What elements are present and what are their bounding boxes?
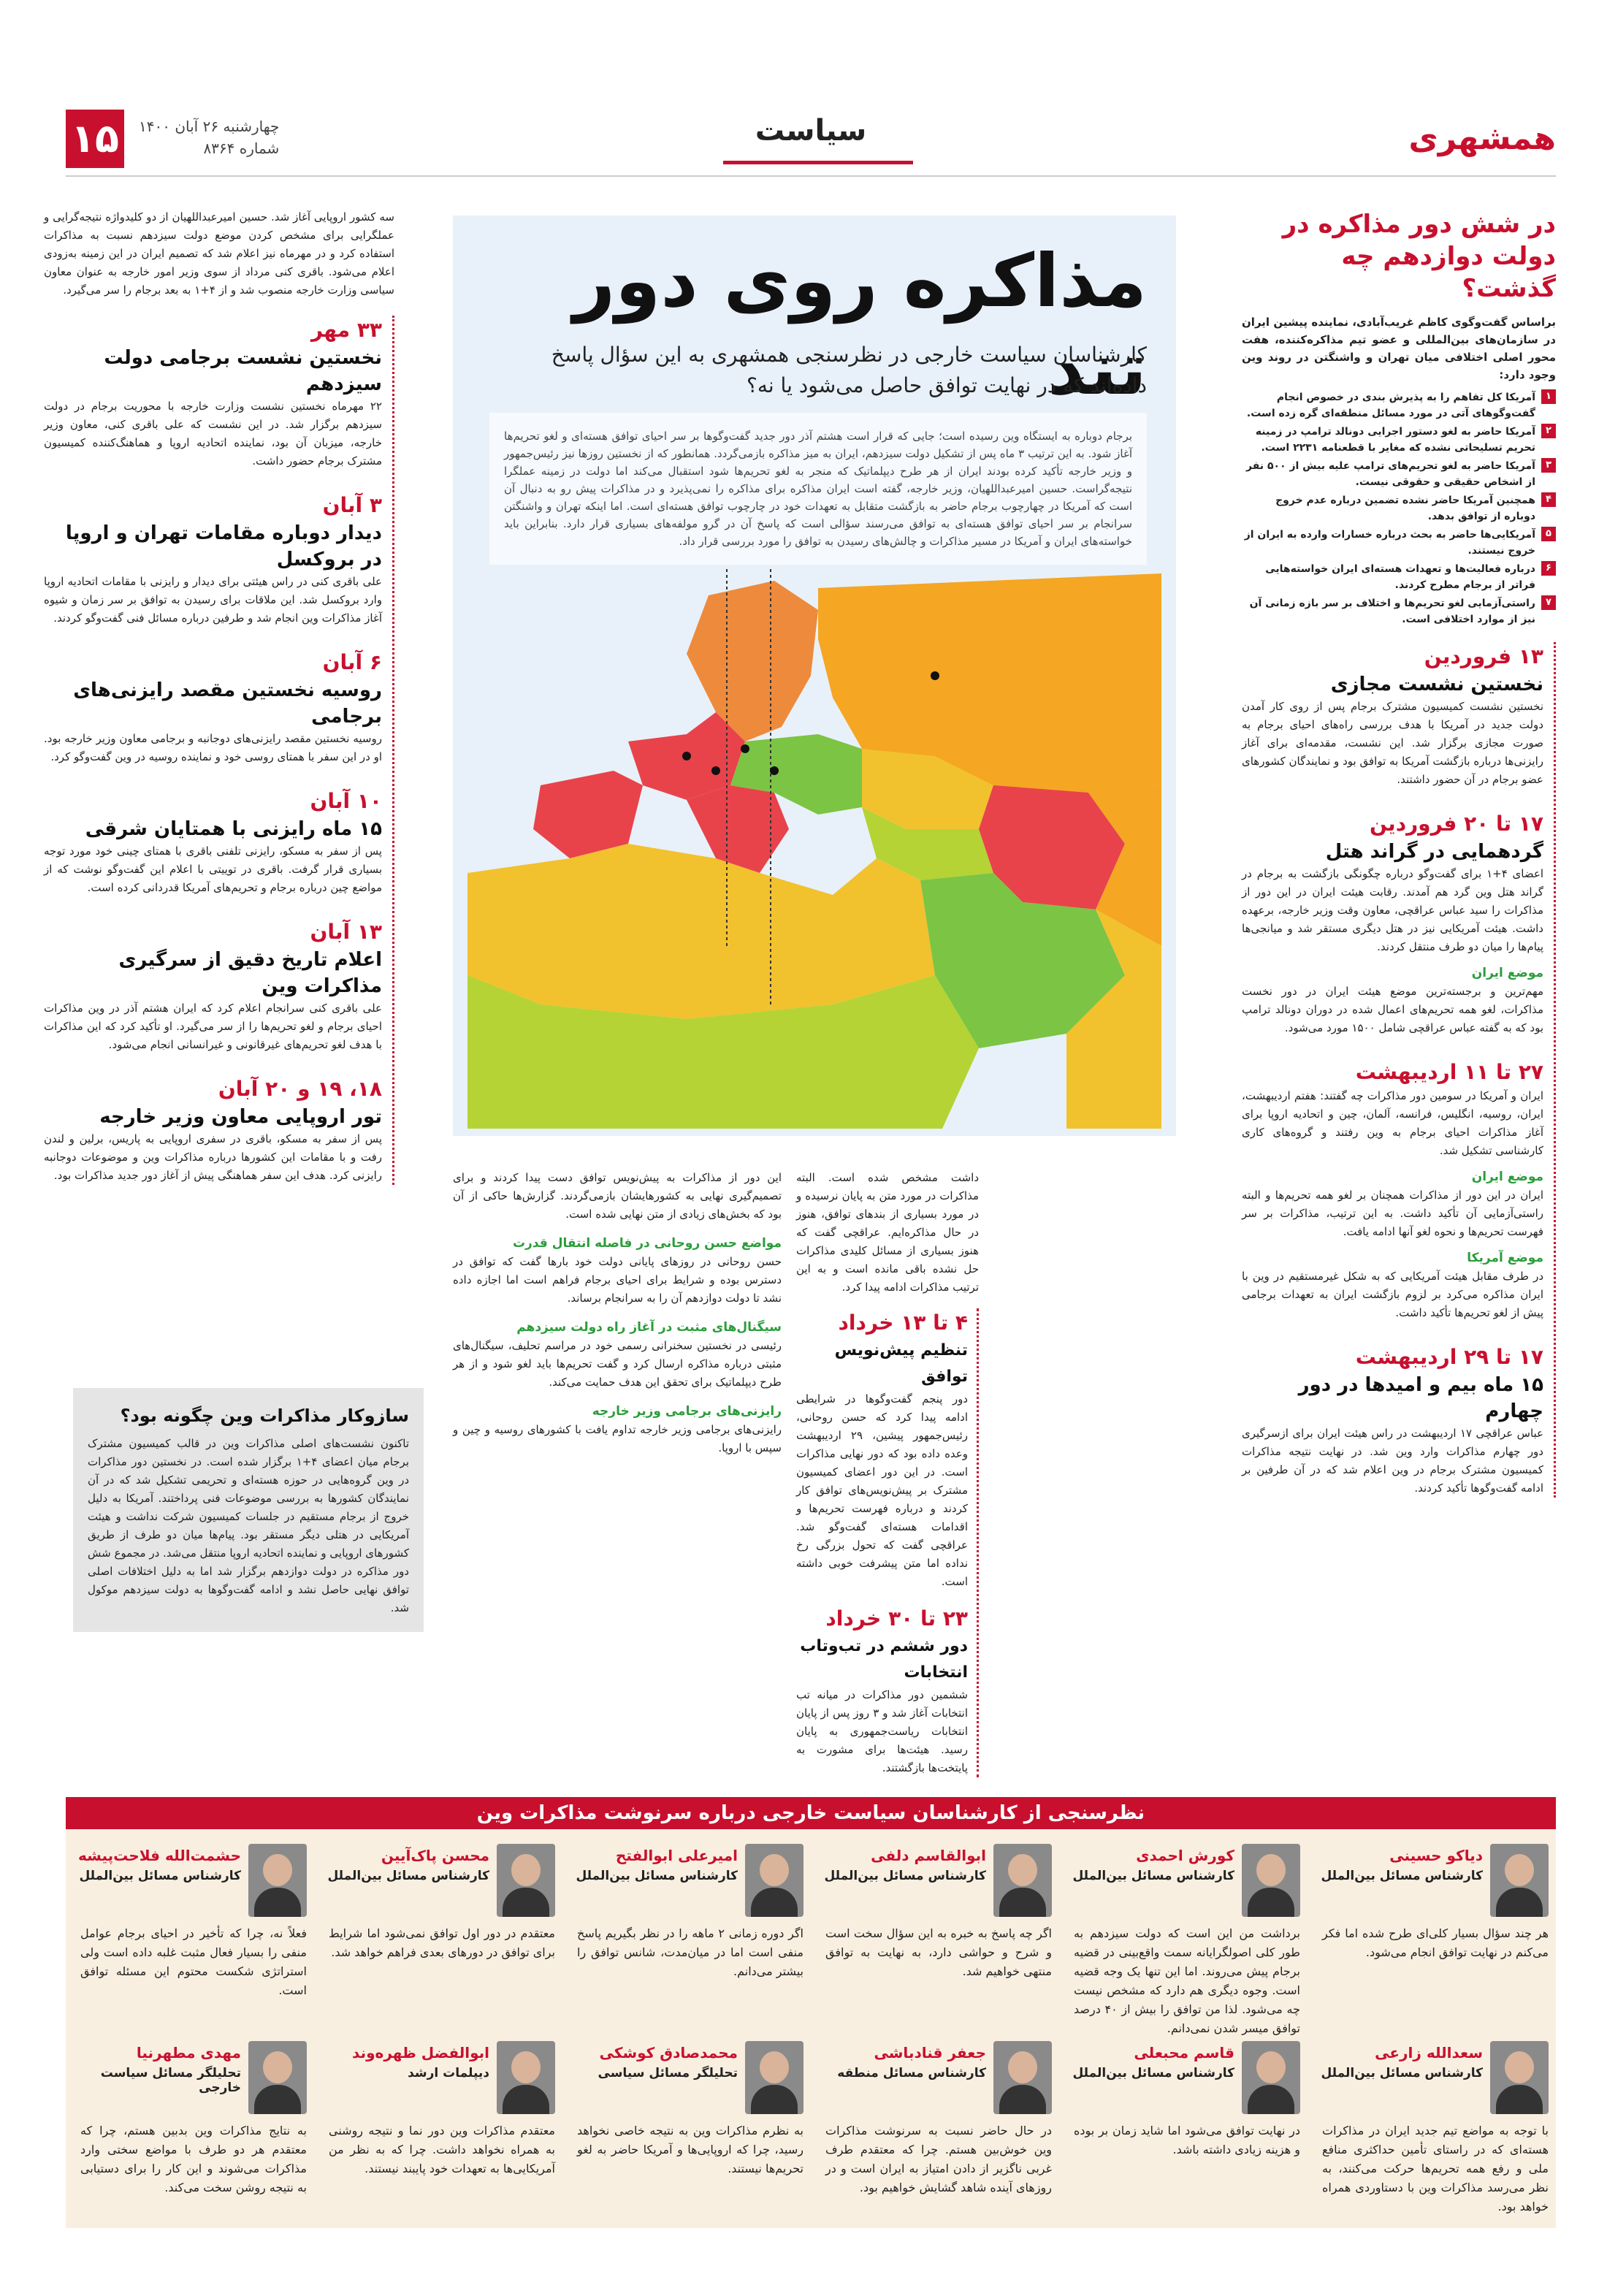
expert-card: [1066, 1837, 1308, 2035]
expert-quote: با توجه به مواضع تیم جدید ایران در مذاکرات هسته‌ای که در راستای تأمین حداکثری منافع ملی و رفع همه تحریم‌ها حرکت می‌کنند، به نظر می‌رسد مذاکرات وین با دستاوردی همراه خواهد بود.: [1322, 2124, 1549, 2213]
timeline-entry: ۱۷ تا ۲۰ فروردین گردهمایی در گراند هتل اعضای ۴+۱ برای گفت‌وگو درباره چگونگی بازگشت به برجام در گراند هتل وین گرد هم آمدند. رقابت هیئت ایران در این دور از مذاکرات را سید عباس عراقچی، معاون وقت وزیر خارجه، برعهده داشت. هیئت آمریکایی نیز در هتل دیگری مستقر شد و میانجی‌ها پیام‌ها را میان دو طرف منتقل کردند. موضع ایران مهم‌ترین و برجسته‌ترین موضع هیئت ایران در دور نخست مذاکرات، لغو همه تحریم‌های اعمال شده در دوران دونالد ترامپ بود که به گفته عباس عراقچی شامل ۱۵۰۰ مورد می‌شود.: [1242, 812, 1543, 1034]
timeline-entry: ۶ آبان روسیه نخستین مقصد رایزنی‌های برجامی روسیه نخستین مقصد رایزنی‌های دوجانبه و برجامی معاون وزیر خارجه بود. او در این سفر با همتای روسی خود و نماینده روسیه در وین گفت‌وگو کرد.: [44, 650, 382, 763]
expert-avatar: [248, 1844, 307, 1917]
expert-name: امیرعلی ابوالفتح: [615, 1847, 738, 1864]
expert-card: [1315, 2034, 1556, 2216]
expert-quote: در نهایت توافق می‌شود اما شاید زمان بر بوده و هزینه زیادی داشته باشد.: [1074, 2124, 1300, 2156]
expert-quote: برداشت من این است که دولت سیزدهم به طور کلی اصولگرایانه سمت واقع‌بینی در قضیه برجام پیش می‌روند. اما این تنها یک وجه قضیه است. وجوه دیگری هم دارد که مشخص نیست چه می‌شود. لذا من توافق را بیش از ۴۰ درصد توافق میسر شدن نمی‌دانم.: [1074, 1926, 1301, 2035]
left-column: [44, 208, 394, 1205]
expert-card: [818, 1837, 1059, 2019]
city-marker: [711, 766, 720, 775]
issue-points: [1242, 389, 1556, 628]
expert-avatar: [1490, 2041, 1549, 2114]
timeline-entry: ۱۰ آبان ۱۵ ماه رایزنی با همتایان شرقی پس از سفر به مسکو، رایزنی تلفنی باقری با همتای چینی خود مورد توجه بسیاری قرار گرفت. باقری در توییتی با اعلام این گفت‌وگو نوشت که از مواضع چین درباره برجام و تحریم‌های آمریکا قدردانی کرده است.: [44, 789, 382, 894]
expert-avatar: [497, 2041, 555, 2114]
section-title: سیاست: [755, 114, 867, 148]
list-item: ۷ راستی‌آزمایی لغو تحریم‌ها و اختلاف بر سر بازه زمانی آن نیز از موارد اختلافی است.: [1242, 595, 1556, 628]
expert-name: مهدی مطهرنیا: [136, 2044, 241, 2062]
city-marker: [682, 752, 691, 760]
expert-role: کارشناس مسائل بین‌الملل: [1072, 1869, 1234, 1883]
list-item: ۳ آمریکا حاضر به لغو تحریم‌های ترامپ علیه بیش از ۵۰۰ نفر از اشخاص حقیقی و حقوقی نیست.: [1242, 458, 1556, 490]
feature-panel: [453, 216, 1176, 1136]
expert-name: ابوالقاسم دلفی: [871, 1847, 986, 1864]
expert-name: محمدصادق کوشکی: [599, 2044, 738, 2062]
expert-avatar: [993, 2041, 1052, 2114]
expert-card: [818, 2034, 1059, 2216]
mid-column-b: این دور از مذاکرات به پیش‌نویس توافق دست پیدا کردند و برای تصمیم‌گیری نهایی به کشورهایشان بازمی‌گردند. گزارش‌ها حاکی از آن بود که بخش‌های زیادی از متن نهایی شده است. مواضع حسن روحانی در فاصله انتقال قدرت حسن روحانی در روزهای پایانی دولت خود بارها گفت که توافق در دسترس بوده و شرایط برای احیای برجام فراهم است اما اجازه داده نشد تا دولت دوازدهم آن را به سرانجام برساند. سیگنال‌های مثبت در آغاز راه دولت سیزدهم رئیسی در نخستین سخنرانی رسمی خود در مراسم تحلیف، سیگنال‌های مثبتی درباره مذاکره ارسال کرد و گفت تحریم‌ها باید لغو شود و از هر طرح دیپلماتیک برای تحقق این هدف حمایت می‌کند. رایزنی‌های برجامی وزیر خارجه رایزنی‌های برجامی وزیر خارجه تداوم یافت با کشورهای روسیه و چین و سپس با اروپا.: [453, 1171, 782, 1454]
expert-role: تحلیلگر مسائل سیاسی: [598, 2066, 738, 2080]
expert-quote: در حال حاضر نسبت به سرنوشت مذاکرات وین خوش‌بین هستم. چرا که معتقدم طرف غربی ناگزیر از دادن امتیاز به ایران است و در روزهای آینده شاهد گشایش خواهیم بود.: [825, 2124, 1052, 2194]
expert-poll: [66, 1797, 1556, 2228]
expert-card: [1066, 2034, 1308, 2216]
expert-card: [321, 1837, 562, 2019]
page-header: [66, 110, 1556, 175]
expert-role: کارشناس مسائل منطقه: [837, 2066, 986, 2080]
right-question-title: در شش دور مذاکره در دولت دوازدهم چه گذشت؟: [1282, 210, 1556, 303]
right-column: [1242, 208, 1556, 1518]
city-marker: [770, 766, 779, 775]
poll-banner: نظرسنجی از کارشناسان سیاست خارجی درباره سرنوشت مذاکرات وین: [66, 1797, 1556, 1829]
expert-quote: معتقدم در دور اول توافق نمی‌شود اما شرایط برای توافق در دورهای بعدی فراهم خواهد شد.: [329, 1926, 555, 1959]
header-rule: [66, 175, 1556, 177]
expert-role: کارشناس مسائل بین‌الملل: [79, 1869, 241, 1883]
expert-role: کارشناس مسائل بین‌الملل: [1321, 2066, 1483, 2080]
list-item: ۵ آمریکایی‌ها حاضر به بحث درباره خسارات وارده به ایران از خروج نیستند.: [1242, 527, 1556, 559]
right-timeline: [1242, 642, 1556, 1498]
expert-avatar: [1242, 1844, 1300, 1917]
expert-role: کارشناس مسائل بین‌الملل: [327, 1869, 489, 1883]
expert-avatar: [248, 2041, 307, 2114]
mid-timeline: ۴ تا ۱۳ خرداد تنظیم پیش‌نویس توافق دور پنجم گفت‌وگوها در شرایطی ادامه پیدا کرد که حسن روحانی، رئیس‌جمهور پیشین، ۲۹ اردیبهشت وعده داده بود که دور نهایی مذاکرات است. در این دور اعضای کمیسیون مشترک بر پیش‌نویس‌های توافق کار کردند و درباره فهرست تحریم‌ها و اقدامات هسته‌ای گفت‌وگو شد. عراقچی گفت که تحول بزرگی رخ نداده اما متن پیشرفت خوبی داشته است. ۲۳ تا ۳۰ خرداد دور ششم در تب‌وتاب انتخابات ششمین دور مذاکرات در میانه تب انتخابات آغاز شد و ۳ روز پس از پایان انتخابات ریاست‌جمهوری به پایان رسید. هیئت‌ها برای مشورت به پایتخت‌ها بازگشتند.: [796, 1308, 979, 1777]
expert-card: [570, 1837, 811, 2019]
expert-quote: اگر چه پاسخ به‌ خبره به این سؤال سخت است و شرح و حواشی دارد، به نهایت به توافق منتهی خواهیم شد.: [825, 1926, 1052, 1978]
expert-card: [1315, 1837, 1556, 2019]
timeline-entry: ۱۸، ۱۹ و ۲۰ آبان تور اروپایی معاون وزیر خارجه پس از سفر به مسکو، باقری در سفری اروپایی به پاریس، برلین و لندن رفت و با مقامات این کشورها درباره مذاکرات وین و موضوعات دوجانبه رایزنی کرد. هدف این سفر هماهنگی پیش از آغاز دور جدید مذاکرات بود.: [44, 1077, 382, 1182]
expert-role: دیپلمات ارشد: [408, 2066, 489, 2080]
expert-name: کورش احمدی: [1136, 1847, 1234, 1864]
right-intro: براساس گفت‌وگوی کاظم غریب‌آبادی، نماینده پیشین ایران در سازمان‌های بین‌المللی و عضو تیم مذاکره‌کننده، هفت محور اصلی اختلافی میان تهران و واشنگتن در روند وین وجود دارد:: [1242, 316, 1556, 381]
newspaper-logo[interactable]: همشهری: [1408, 120, 1556, 157]
expert-name: ابوالفضل ظهره‌وند: [352, 2044, 489, 2062]
main-headline: مذاکره روی دور تند: [573, 238, 1147, 411]
expert-avatar: [993, 1844, 1052, 1917]
expert-avatar: [1242, 2041, 1300, 2114]
timeline-entry: ۲۷ تا ۱۱ اردیبهشت ایران و آمریکا در سومین دور مذاکرات چه گفتند: هفتم اردیبهشت، ایران، روسیه، انگلیس، فرانسه، آلمان، چین و اتحادیه اروپا برای آغاز مذاکرات احیای برجام به وین رفتند و گروه‌های کاری کارشناسی تشکیل شد. موضع ایران ایران در این دور از مذاکرات همچنان بر لغو همه تحریم‌ها و البته راستی‌آزمایی آن تأکید داشت. به این ترتیب، مذاکرات بر سر فهرست تحریم‌ها و نحوه لغو آنها ادامه یافت. موضع آمریکا در طرف مقابل هیئت آمریکایی که به شکل غیرمستقیم در وین با ایران مذاکره می‌کرد بر لزوم بازگشت ایران به تعهدات برجامی پیش از لغو تحریم‌ها تأکید داشت.: [1242, 1060, 1543, 1319]
main-subheadline: کارشناسان سیاست خارجی در نظرسنجی همشهری به این سؤال پاسخ داده‌اند که در نهایت توافق حاصل می‌شود یا نه؟: [551, 343, 1147, 397]
timeline-entry: ۱۳ آبان اعلام تاریخ دقیق از سرگیری مذاکرات وین علی باقری کنی سرانجام اعلام کرد که ایران هشتم آذر در وین مذاکرات احیای برجام و لغو تحریم‌ها را از سر می‌گیرد. او تأکید کرد که این مذاکرات با هدف لغو تحریم‌های غیرقانونی و غیرانسانی انجام می‌شود.: [44, 920, 382, 1051]
left-timeline: [44, 316, 394, 1185]
city-marker: [931, 671, 939, 680]
expert-avatar: [1490, 1844, 1549, 1917]
date: چهارشنبه ۲۶ آبان ۱۴۰۰: [139, 118, 280, 135]
page-number: ۱۵: [66, 110, 124, 168]
expert-name: قاسم محبعلی: [1134, 2044, 1234, 2062]
expert-quote: معتقدم مذاکرات وین دور نما و نتیجه روشنی به همراه نخواهد داشت. چرا که به نظر من آمریکایی‌ها به تعهدات خود پایبند نیستند.: [329, 2124, 555, 2175]
lead-paragraph: برجام دوباره به ایستگاه وین رسیده است؛ جایی که قرار است هشتم آذر دور جدید گفت‌وگوها بر سر احیای توافق هسته‌ای و لغو تحریم‌ها آغاز شود. به این ترتیب ۳ ماه پس از تشکیل دولت سیزدهم، ایران به میز مذاکره بازمی‌گردد. همانطور که از نخستین روزها نیز رئیس‌جمهور و وزیر خارجه تأکید کرده بودند ایران از هر طرح دیپلماتیک که منجر به لغو تحریم‌ها شود استقبال می‌کند اما دولت در زمینه عملگرا نتیجه‌گراست. حسین امیرعبداللهیان، وزیر خارجه، گفته است ایران مذاکره برای مذاکره را نمی‌پذیرد و در مذاکرات پیش رو به دنبال آن است که آمریکا در چهارچوب برجام حاضر به بازگشت متقابل به تعهدات خود در چارچوب توافق هسته‌ای است. اما اینکه تهران و واشنگتن سرانجام بر سر احیای توافق هسته‌ای به توافق می‌رسند سؤالی است که پاسخ آن در گرو مولفه‌های بسیاری قرار دارد. بنابراین باید خواسته‌های ایران و آمریکا در مسیر مذاکرات و چالش‌های رسیدن به توافق را مورد بررسی قرار داد.: [489, 413, 1147, 565]
expert-quote: هر چند سؤال بسیار کلی‌ای طرح شده اما فکر می‌کنم در نهایت توافق انجام می‌شود.: [1322, 1926, 1549, 1959]
expert-card: [73, 1837, 314, 2019]
timeline-entry: ۱۳ فروردین نخستین نشست مجازی نخستین نشست کمیسیون مشترک برجام پس از روی کار آمدن دولت جدید در آمریکا با هدف بررسی راه‌های احیای برجام به صورت مجازی برگزار شد. این نشست، مقدمه‌ای برای آغاز رایزنی‌ها درباره بازگشت آمریکا به توافق بود و نمایندگان کشورهای عضو برجام در آن حضور داشتند.: [1242, 644, 1543, 786]
mechanism-callout: سازوکار مذاکرات وین چگونه بود؟ تاکنون نشست‌های اصلی مذاکرات وین در قالب کمیسیون مشترک برجام میان اعضای ۴+۱ برگزار شده است. در نخستین دور مذاکرات در وین گروه‌هایی در حوزه هسته‌ای و تحریمی تشکیل شد که در آن نمایندگان کشورها به بررسی موضوعات فنی پرداختند. آمریکا به دلیل خروج از برجام مستقیم در جلسات کمیسیون شرکت نداشت و هیئت آمریکایی در هتلی دیگر مستقر بود. پیام‌ها میان دو طرف از طریق کشورهای اروپایی و نماینده اتحادیه اروپا منتقل می‌شد. در مجموع شش دور مذاکره در دولت دوازدهم برگزار شد اما به دلیل اختلافات اصلی توافق نهایی حاصل نشد و ادامه گفت‌وگوها به دولت سیزدهم موکول شد.: [73, 1388, 424, 1632]
timeline-entry: ۳ آبان دیدار دوباره مقامات تهران و اروپا در بروکسل علی باقری کنی در راس هیئتی برای دیدار و رایزنی با مقامات اتحادیه اروپا وارد بروکسل شد. این ملاقات برای رسیدن به توافق بر سر زمان و شیوه آغاز مذاکرات وین انجام شد و طرفین درباره مسائل فنی گفت‌وگو کردند.: [44, 493, 382, 625]
expert-name: دیاکو حسینی: [1389, 1847, 1483, 1864]
list-item: ۶ درباره فعالیت‌ها و تعهدات هسته‌ای ایران خواسته‌هایی فراتر از برجام مطرح کردند.: [1242, 561, 1556, 593]
expert-avatar: [745, 2041, 804, 2114]
issue-number: شماره ۸۳۶۴: [203, 140, 280, 157]
mid-column-a: داشت مشخص شده است. البته مذاکرات در مورد متن به پایان نرسیده و در مورد بسیاری از بندهای توافق، هنوز در حال مذاکره‌ایم. عراقچی گفت که هنوز بسیاری از مسائل کلیدی مذاکرات حل نشده باقی مانده است و به این ترتیب مذاکرات ادامه پیدا کرد. ۴ تا ۱۳ خرداد تنظیم پیش‌نویس توافق دور پنجم گفت‌وگوها در شرایطی ادامه پیدا کرد که حسن روحانی، رئیس‌جمهور پیشین، ۲۹ اردیبهشت وعده داده بود که دور نهایی مذاکرات است. در این دور اعضای کمیسیون مشترک بر پیش‌نویس‌های توافق کار کردند و درباره فهرست تحریم‌ها و اقدامات هسته‌ای گفت‌وگو شد. عراقچی گفت که تحول بزرگی رخ نداده اما متن پیشرفت خوبی داشته است. ۲۳ تا ۳۰ خرداد دور ششم در تب‌وتاب انتخابات ششمین دور مذاکرات در میانه تب انتخابات آغاز شد و ۳ روز پس از پایان انتخابات ریاست‌جمهوری به پایان رسید. هیئت‌ها برای مشورت به پایتخت‌ها بازگشتند.: [796, 1169, 979, 1777]
expert-name: سعدالله زارعی: [1375, 2044, 1483, 2062]
list-item: ۲ آمریکا حاضر به لغو دستور اجرایی دونالد ترامپ در زمینه تحریم تسلیحاتی نشده که مغایر با قطعنامه ۲۲۳۱ است.: [1242, 424, 1556, 456]
list-item: ۴ همچنین آمریکا حاضر نشده تضمین درباره عدم خروج دوباره از توافق بدهد.: [1242, 492, 1556, 525]
expert-card: [321, 2034, 562, 2216]
date-issue: [139, 115, 279, 159]
list-item: ۱ آمریکا کل تفاهم را به پذیرش بندی در خصوص انجام گفت‌وگوهای آتی در مورد مسائل منطقه‌ای گره زده است.: [1242, 389, 1556, 422]
expert-name: حشمت‌الله فلاحت‌پیشه: [78, 1847, 241, 1864]
expert-role: تحلیلگر مسائل سیاست خارجی: [100, 2066, 241, 2095]
timeline-entry: ۱۷ تا ۲۹ اردیبهشت ۱۵ ماه بیم و امیدها در دور چهارم عباس عراقچی ۱۷ اردیبهشت در راس هیئت ایران برای ازسرگیری دور چهارم مذاکرات وارد وین شد. در نهایت نتیجه مذاکرات کمیسیون مشترک برجام در وین اعلام شد که در آن طرفین بر ادامه گفت‌وگوها تأکید کردند.: [1242, 1345, 1543, 1495]
expert-quote: به نظرم مذاکرات وین به نتیجه خاصی نخواهد رسید، چرا که اروپایی‌ها و آمریکا حاضر به لغو تحریم‌ها نیستند.: [577, 2124, 804, 2175]
left-intro: سه کشور اروپایی آغاز شد. حسین امیرعبداللهیان از دو کلیدواژه نتیجه‌گرایی و عملگرایی برای مشخص کردن موضع دولت سیزدهم نسبت به مذاکرات استفاده کرد و در مهرماه نیز اعلام شد که تصمیم ایران در این زمینه به‌زودی اعلام می‌شود. باقری کنی مرداد از سوی وزیر امور خارجه به عنوان معاون سیاسی وزارت خارجه منصوب شد و از ۴+۱ به بعد برجام را سر می‌گیرد.: [44, 210, 394, 297]
expert-role: کارشناس مسائل بین‌الملل: [1072, 2066, 1234, 2080]
city-marker: [741, 744, 749, 753]
expert-role: کارشناس مسائل بین‌الملل: [1321, 1869, 1483, 1883]
expert-role: کارشناس مسائل بین‌الملل: [576, 1869, 738, 1883]
north-africa-region: [467, 844, 935, 1019]
expert-name: محسن پاک‌آیین: [381, 1847, 489, 1864]
expert-quote: فعلاً نه، چرا که تأخیر در احیای برجام عوامل منفی را بسیار فعال مثبت غلبه داده است ولی استراتژی شکست محتوم این مسئله توافق است.: [80, 1926, 307, 1997]
expert-quote: اگر دوره زمانی ۲ ماهه را در نظر بگیریم پاسخ منفی است اما در میان‌مدت، شانس توافق را بیشتر می‌دانم.: [577, 1926, 804, 1978]
expert-card: [73, 2034, 314, 2216]
expert-avatar: [745, 1844, 804, 1917]
expert-quote: به نتایج مذاکرات وین بدبین هستم، چرا که معتقدم هر دو طرف با مواضع سختی وارد مذاکرات می‌شوند و این کار را برای دستیابی به نتیجه روشن سخت می‌کند.: [80, 2124, 307, 2194]
expert-role: کارشناس مسائل بین‌الملل: [824, 1869, 986, 1883]
section-underline: [723, 161, 913, 164]
timeline-entry: ۳۳ مهر نخستین نشست برجامی دولت سیزدهم ۲۲ مهرماه نخستین نشست وزارت خارجه با محوریت برجام در دولت سیزدهم برگزار شد. در این نشست که علی باقری کنی، معاون وزیر خارجه، میزبان آن بود، نماینده اتحادیه اروپا و هماهنگ‌کننده کمیسیون مشترک برجام حضور داشت.: [44, 318, 382, 468]
expert-card: [570, 2034, 811, 2216]
expert-name: جعفر قنادباشی: [874, 2044, 986, 2062]
expert-avatar: [497, 1844, 555, 1917]
europe-map-illustration: [467, 566, 1161, 1129]
